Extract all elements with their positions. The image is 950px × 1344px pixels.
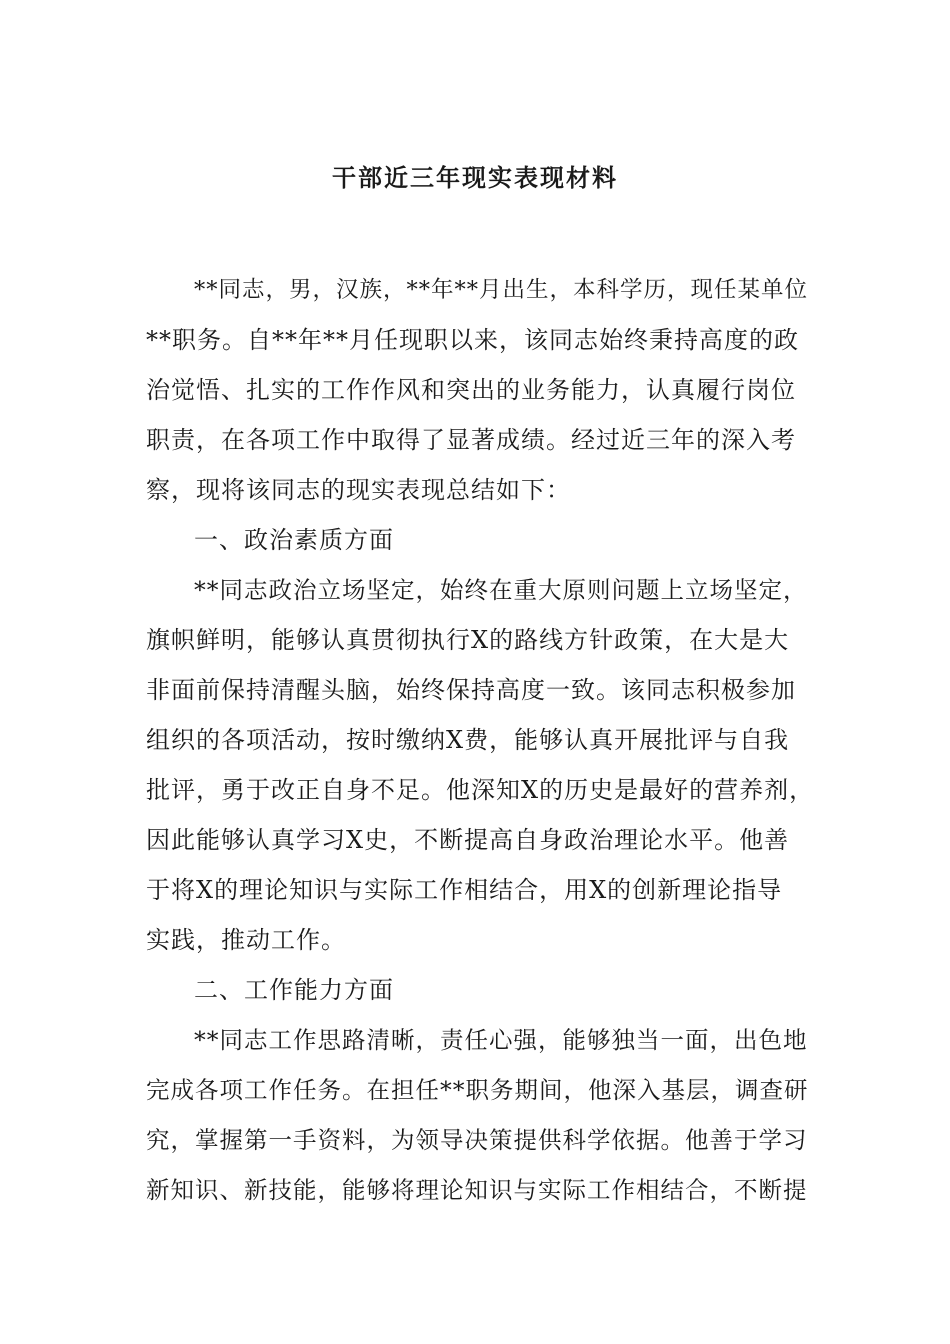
- text-line: 因此能够认真学习X史，不断提高自身政治理论水平。他善: [146, 826, 790, 854]
- text-line: **同志工作思路清晰，责任心强，能够独当一面，出色地: [194, 1026, 808, 1054]
- text-line: **同志政治立场坚定，始终在重大原则问题上立场坚定，: [194, 576, 808, 604]
- text-line: 旗帜鲜明，能够认真贯彻执行X的路线方针政策，在大是大: [146, 626, 790, 654]
- text-line: 实践，推动工作。: [146, 926, 346, 954]
- text-line: 察，现将该同志的现实表现总结如下：: [146, 476, 571, 504]
- document-body: [146, 265, 814, 1215]
- document-title: 干部近三年现实表现材料: [332, 163, 618, 192]
- text-line: 组织的各项活动，按时缴纳X费，能够认真开展批评与自我: [146, 726, 790, 754]
- text-line: 职责，在各项工作中取得了显著成绩。经过近三年的深入考: [146, 426, 796, 454]
- text-line: **职务。自**年**月任现职以来，该同志始终秉持高度的政: [146, 326, 799, 354]
- text-line: 于将X的理论知识与实际工作相结合，用X的创新理论指导: [146, 876, 783, 904]
- text-line: 新知识、新技能，能够将理论知识与实际工作相结合，不断提: [146, 1176, 808, 1204]
- section-heading: 一、政治素质方面: [194, 526, 394, 554]
- text-line: **同志，男，汉族，**年**月出生，本科学历，现任某单位: [194, 277, 809, 303]
- text-line: 治觉悟、扎实的工作作风和突出的业务能力，认真履行岗位: [146, 376, 796, 404]
- text-line: 究，掌握第一手资料，为领导决策提供科学依据。他善于学习: [146, 1126, 808, 1154]
- text-line: 完成各项工作任务。在担任**职务期间，他深入基层，调查研: [146, 1076, 809, 1104]
- section-heading: 二、工作能力方面: [194, 976, 394, 1004]
- text-line: 非面前保持清醒头脑，始终保持高度一致。该同志积极参加: [146, 676, 796, 704]
- text-line: 批评，勇于改正自身不足。他深知X的历史是最好的营养剂，: [146, 776, 815, 804]
